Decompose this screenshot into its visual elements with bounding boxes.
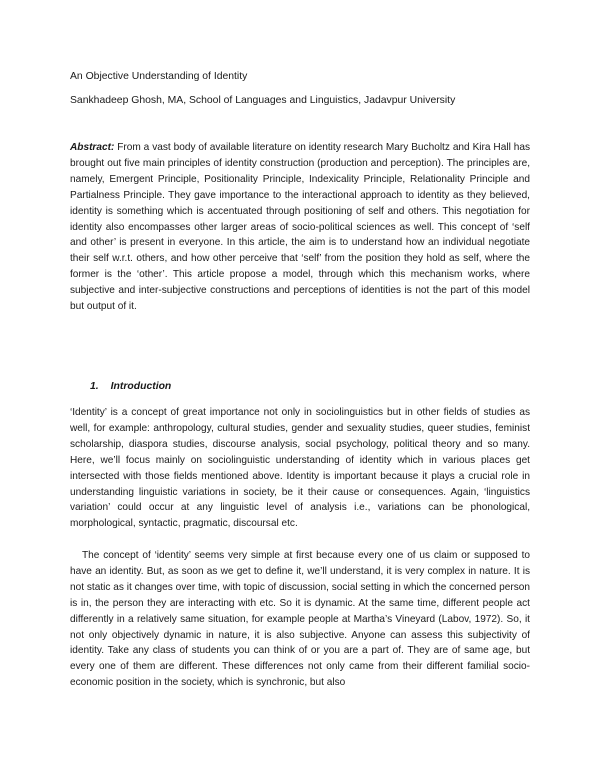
- body-paragraph-2: The concept of ‘identity’ seems very simple at first because every one of us claim or supposed to have an identity. But, as soon as we get to define it, we’ll understand, it is very complex in nature. It is not static as it changes over time, with topic of discussion, social setting in which the concerned person is in, the person they are interacting with etc. So it is dynamic. At the same time, different people act differently in a relatively same situation, for example people at Martha’s Vineyard (Labov, 1972). So, it not only objectively dynamic in nature, it is also subjective. Anyone can assess this subjectivity of identity. Take any class of students you can think of or you are a part of. They are of same age, but every one of them are different. These differences not only came from their different familial socio-economic position in the society, which is synchronic, but also: [70, 550, 530, 689]
- section-heading: [90, 381, 171, 392]
- abstract-paragraph: [70, 140, 530, 315]
- author-affiliation: Sankhadeep Ghosh, MA, School of Languages and Linguistics, Jadavpur University: [70, 95, 456, 106]
- section-number: 1.: [90, 381, 99, 392]
- abstract-text: From a vast body of available literature on identity research Mary Bucholtz and Kira Hall has brought out five main principles of identity construction (production and perception). The principles are, namely, Emergent Principle, Positionality Principle, Indexicality Principle, Relationality Principle and Partialness Principle. They gave importance to the interactional approach to identity as they believed, identity is something which is accentuated through positioning of self and others. This negotiation for identity also encompasses other larger areas of socio-political sciences as well. This concept of ‘self and other’ is present in everyone. In this article, the aim is to understand how an individual negotiate their self w.r.t. others, and how other perceive that ‘self’ from the position they hold as self, where the former is the ‘other’. This article propose a model, through which this mechanism works, where subjective and inter-subjective constructions and perceptions of identities is not the part of this model but output of it.: [70, 142, 530, 313]
- abstract-label: Abstract:: [70, 142, 115, 153]
- body-paragraph-1: ‘Identity’ is a concept of great importance not only in sociolinguistics but in other fields of studies as well, for example: anthropology, cultural studies, gender and sexuality studies, queer studies, feminist scholarship, diaspora studies, discourse analysis, social psychology, political theory and so many. Here, we’ll focus mainly on sociolinguistic understanding of identity which in various places get intersected with those fields mentioned above. Identity is important because it plays a crucial role in understanding linguistic variations in society, be it their cause or consequences. Again, ‘linguistics variation’ could occur at any linguistic level of analysis i.e., variations can be phonological, morphological, syntactic, pragmatic, discoursal etc.: [70, 407, 530, 530]
- paper-title: An Objective Understanding of Identity: [70, 71, 248, 82]
- section-title: Introduction: [110, 381, 172, 392]
